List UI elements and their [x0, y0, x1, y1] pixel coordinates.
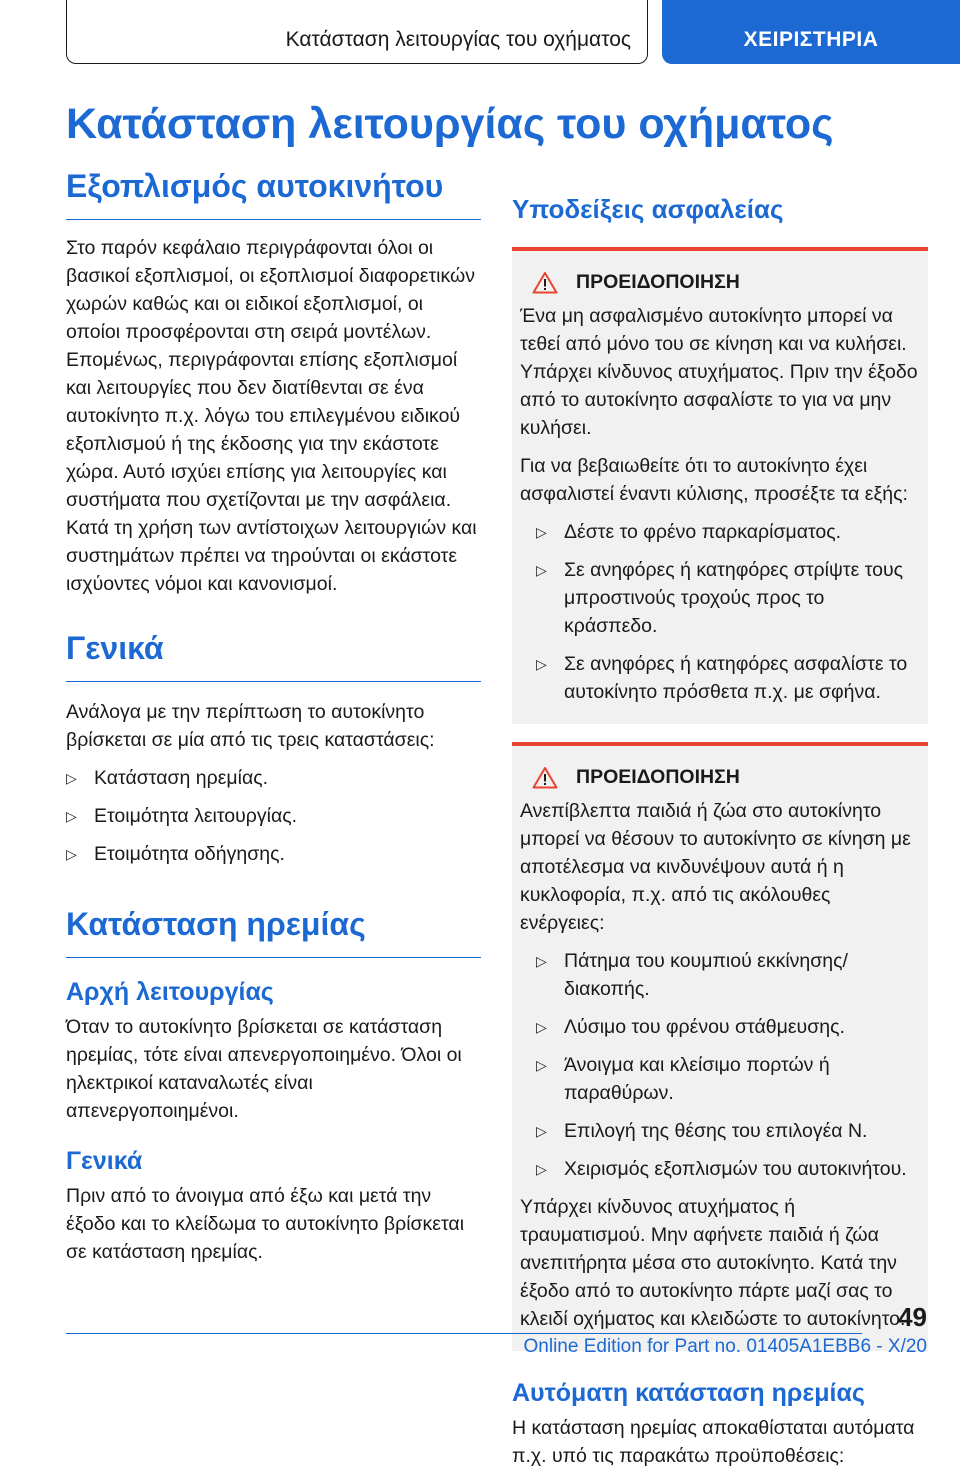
warning-title: ΠΡΟΕΙΔΟΠΟΙΗΣΗ: [532, 271, 918, 294]
general-text: Ανάλογα με την περίπτωση το αυτοκίνητο βρίσκεται σε μία από τις τρεις καταστάσεις:: [66, 701, 435, 751]
header-section-title: Κατάσταση λειτουργίας του οχήματος: [285, 28, 631, 51]
warning-triangle-icon: [532, 271, 558, 294]
auto-idle-text: Η κατάσταση ηρεμίας αποκαθίσταται αυτόματα π.χ. υπό τις παρακάτω προϋποθέσεις:: [512, 1417, 915, 1467]
idle-general-text: Πριν από το άνοιγμα από έξω και μετά την έξοδο και το κλείδωμα το αυτοκίνητο βρίσκεται σε κατάσταση ηρεμίας.: [66, 1185, 465, 1263]
triangle-right-outline-icon: ▷: [66, 770, 77, 786]
list-item: ▷ Λύσιμο του φρένου στάθμευσης.: [520, 1013, 918, 1041]
edition-note: Online Edition for Part no. 01405A1EBB6 - X/20: [523, 1336, 927, 1357]
heading-idle-state: Κατάσταση ηρεμίας: [66, 906, 481, 958]
heading-general: Γενικά: [66, 630, 481, 682]
triangle-right-outline-icon: ▷: [66, 808, 77, 824]
footer-rule: [66, 1333, 862, 1334]
page-title: Κατάσταση λειτουργίας του οχήματος: [66, 100, 834, 148]
list-item: ▷ Σε ανηφόρες ή κατηφόρες στρίψτε τους μπροστινούς τροχούς προς το κράσπεδο.: [520, 556, 918, 640]
right-column: [512, 168, 928, 1470]
heading-auto-idle: Αυτόματη κατάσταση ηρεμίας: [512, 1379, 865, 1407]
list-item: ▷ Χειρισμός εξοπλισμών του αυτοκινήτου.: [520, 1155, 918, 1183]
heading-safety: Υποδείξεις ασφαλείας: [512, 194, 784, 224]
warning-triangle-icon: [532, 766, 558, 789]
list-item: ▷ Πάτημα του κουμπιού εκκίνησης/διακοπής.: [520, 947, 918, 1003]
warning2-list: [520, 947, 918, 1183]
list-item: ▷ Ετοιμότητα λειτουργίας.: [66, 802, 481, 830]
triangle-right-outline-icon: ▷: [536, 524, 547, 540]
warning2-text1: Ανεπίβλεπτα παιδιά ή ζώα στο αυτοκίνητο μπορεί να θέσουν το αυτοκίνητο σε κίνηση με αποτέλεσμα να κινδυνέψουν αυτά ή η κυκλοφορία, π.χ. από τις ακόλουθες ενέργειες:: [520, 800, 911, 934]
header-chapter-tab: [662, 0, 960, 64]
triangle-right-outline-icon: ▷: [536, 953, 547, 969]
triangle-right-outline-icon: ▷: [536, 656, 547, 672]
principle-text: Όταν το αυτοκίνητο βρίσκεται σε κατάσταση ηρεμίας, τότε είναι απενεργοποιημένο. Όλοι οι ηλεκτρικοί καταναλωτές είναι απενεργοποιημένοι.: [66, 1016, 462, 1122]
heading-principle: Αρχή λειτουργίας: [66, 978, 274, 1006]
triangle-right-outline-icon: ▷: [536, 1019, 547, 1035]
warning-box-children: [512, 742, 928, 1351]
triangle-right-outline-icon: ▷: [536, 1123, 547, 1139]
header-chapter-title: ΧΕΙΡΙΣΤΗΡΙΑ: [743, 28, 879, 51]
page-number: 49: [898, 1302, 927, 1332]
triangle-right-outline-icon: ▷: [66, 846, 77, 862]
list-item: ▷ Άνοιγμα και κλείσιμο πορτών ή παραθύρων.: [520, 1051, 918, 1107]
warning1-text2: Για να βεβαιωθείτε ότι το αυτοκίνητο έχει ασφαλιστεί έναντι κύλισης, προσέξτε τα εξής:: [520, 455, 908, 505]
equipment-text: Στο παρόν κεφάλαιο περιγράφονται όλοι οι βασικοί εξοπλισμοί, οι εξοπλισμοί διαφορετικών χωρών καθώς και οι ειδικοί εξοπλισμοί, οι οποίοι προσφέρονται στη σειρά μοντέλων. Επομένως, περιγράφονται επίσης εξοπλισμοί και λειτουργίες που δεν διατίθενται σε ένα αυτοκίνητο π.χ. λόγω του επιλεγμένου ειδικού εξοπλισμού ή της έκδοσης για την εκάστοτε χώρα. Αυτό ισχύει επίσης για λειτουργίες και συστήματα που σχετίζονται με την ασφάλεια. Κατά τη χρήση των αντίστοιχων λειτουργιών και συστημάτων πρέπει να τηρούνται οι εκάστοτε ισχύοντες νόμοι και κανονισμοί.: [66, 237, 477, 595]
list-item: ▷ Ετοιμότητα οδήγησης.: [66, 840, 481, 868]
general-list: [66, 764, 481, 868]
left-column: [66, 168, 481, 1266]
triangle-right-outline-icon: ▷: [536, 562, 547, 578]
list-item: ▷ Δέστε το φρένο παρκαρίσματος.: [520, 518, 918, 546]
list-item: ▷ Επιλογή της θέσης του επιλογέα N.: [520, 1117, 918, 1145]
heading-equipment: Εξοπλισμός αυτοκινήτου: [66, 168, 481, 220]
triangle-right-outline-icon: ▷: [536, 1057, 547, 1073]
warning-title: ΠΡΟΕΙΔΟΠΟΙΗΣΗ: [532, 766, 918, 789]
header-section-tab: [66, 0, 648, 64]
warning1-list: [520, 518, 918, 706]
heading-idle-general: Γενικά: [66, 1147, 143, 1175]
warning1-text1: Ένα μη ασφαλισμένο αυτοκίνητο μπορεί να τεθεί από μόνο του σε κίνηση και να κυλήσει. Υπάρχει κίνδυνος ατυχήματος. Πριν την έξοδο από το αυτοκίνητο ασφαλίστε το για να μην κυλήσει.: [520, 305, 918, 439]
warning2-text2: Υπάρχει κίνδυνος ατυχήματος ή τραυματισμού. Μην αφήνετε παιδιά ή ζώα ανεπιτήρητα μέσα στο αυτοκίνητο. Κατά την έξοδο από το αυτοκίνητο πάρτε μαζί σας το κλειδί οχήματος και κλειδώστε το αυτοκίνητο.: [520, 1196, 906, 1330]
triangle-right-outline-icon: ▷: [536, 1161, 547, 1177]
list-item: ▷ Κατάσταση ηρεμίας.: [66, 764, 481, 792]
warning-box-rolling: [512, 247, 928, 724]
list-item: ▷ Σε ανηφόρες ή κατηφόρες ασφαλίστε το αυτοκίνητο πρόσθετα π.χ. με σφήνα.: [520, 650, 918, 706]
